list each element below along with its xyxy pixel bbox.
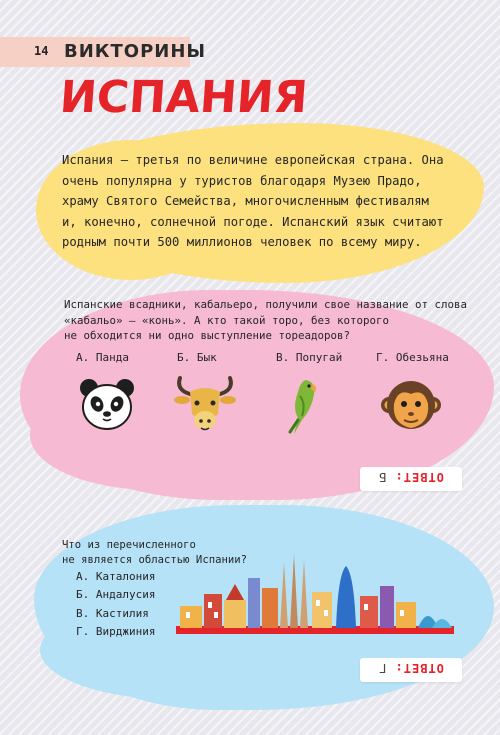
intro-line: и, конечно, солнечной погоде. Испанский язык считают — [62, 214, 444, 229]
answer-2-value: Г — [378, 661, 387, 675]
section-title: ВИКТОРИНЫ — [64, 41, 207, 62]
intro-line: родным почти 500 миллионов человек по всему миру. — [62, 235, 422, 249]
question1-background-tail — [30, 380, 280, 490]
answer-1-value: Б — [378, 470, 387, 484]
question2-line: Что из перечисленного — [62, 539, 196, 551]
question1-text — [64, 297, 474, 344]
answer-2-text — [360, 661, 462, 675]
question2-options — [76, 568, 155, 641]
option-monkey[interactable]: Г. Обезьяна — [376, 351, 449, 364]
question2-line: не является областью Испании? — [62, 553, 247, 566]
question1-line: Испанские всадники, кабальеро, получили свое название от слова — [64, 298, 468, 311]
answer-tag-1[interactable] — [360, 467, 462, 491]
intro-line: очень популярна у туристов благодаря Музею Прадо, — [62, 173, 422, 188]
answer-1-prefix: ОТВЕТ: — [394, 470, 444, 484]
parrot-icon — [284, 374, 346, 436]
question1-line: не обходится ни одно выступление тореадоров? — [64, 329, 351, 342]
answer-tag-2[interactable] — [360, 658, 462, 682]
answer-1-text — [360, 470, 462, 484]
option-andalusia[interactable]: Б. Андалусия — [76, 588, 156, 602]
spain-cityscape-illustration — [176, 548, 454, 638]
option-panda[interactable]: А. Панда — [76, 351, 129, 364]
option-castile[interactable]: В. Кастилия — [76, 606, 149, 620]
intro-text — [62, 150, 477, 253]
intro-line: Испания — третья по величине европейская страна. Она — [62, 153, 444, 167]
page-title: ИСПАНИЯ — [58, 72, 310, 123]
option-parrot[interactable]: В. Попугай — [276, 351, 343, 364]
answer-2-prefix: ОТВЕТ: — [394, 661, 444, 675]
option-catalonia[interactable]: А. Каталония — [76, 570, 156, 583]
monkey-icon — [380, 374, 442, 436]
intro-line: храму Святого Семейства, многочисленным фестивалям — [62, 194, 429, 208]
panda-icon — [76, 374, 138, 436]
page-number: 14 — [34, 44, 49, 58]
bull-icon — [172, 374, 234, 436]
option-bull[interactable]: Б. Бык — [177, 351, 217, 364]
question1-line: «кабальо» — «конь». А кто такой торо, без которого — [64, 313, 390, 327]
option-virginia[interactable]: Г. Вирджиния — [76, 624, 156, 638]
